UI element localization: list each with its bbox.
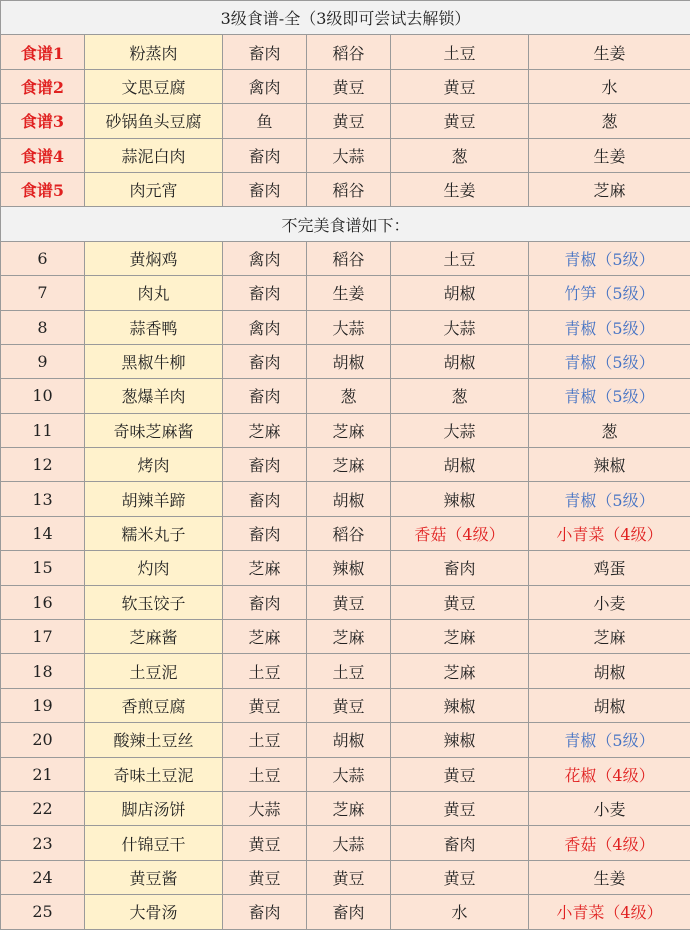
ingredient-3: 黄豆: [391, 757, 529, 791]
ingredient-1: 畜肉: [223, 35, 307, 69]
ingredient-4: 青椒（5级）: [529, 310, 690, 344]
ingredient-4: 芝麻: [529, 620, 690, 654]
table-row: [1, 344, 690, 378]
ingredient-4: 青椒（5级）: [529, 482, 690, 516]
ingredient-3: 辣椒: [391, 723, 529, 757]
ingredient-2: 黄豆: [307, 688, 391, 722]
table-row: [1, 860, 690, 894]
ingredient-1: 黄豆: [223, 688, 307, 722]
dish-name: 芝麻酱: [85, 620, 223, 654]
recipe-number: 17: [1, 620, 85, 654]
dish-name: 奇味土豆泥: [85, 757, 223, 791]
table-row: [1, 138, 690, 172]
ingredient-4: 鸡蛋: [529, 551, 690, 585]
ingredient-1: 畜肉: [223, 482, 307, 516]
table-row: [1, 688, 690, 722]
ingredient-3: 水: [391, 895, 529, 929]
ingredient-1: 禽肉: [223, 241, 307, 275]
ingredient-1: 土豆: [223, 757, 307, 791]
table-row: [1, 895, 690, 929]
ingredient-1: 芝麻: [223, 551, 307, 585]
ingredient-2: 生姜: [307, 276, 391, 310]
recipe-number: 6: [1, 241, 85, 275]
dish-name: 土豆泥: [85, 654, 223, 688]
recipe-number: 7: [1, 276, 85, 310]
table-row: [1, 104, 690, 138]
ingredient-3: 胡椒: [391, 276, 529, 310]
ingredient-4: 花椒（4级）: [529, 757, 690, 791]
ingredient-4: 生姜: [529, 860, 690, 894]
recipe-number: 21: [1, 757, 85, 791]
ingredient-3: 土豆: [391, 241, 529, 275]
ingredient-4: 芝麻: [529, 172, 690, 206]
ingredient-4: 辣椒: [529, 448, 690, 482]
table-row: [1, 585, 690, 619]
ingredient-2: 葱: [307, 379, 391, 413]
recipe-number: 23: [1, 826, 85, 860]
ingredient-4: 胡椒: [529, 654, 690, 688]
dish-name: 砂锅鱼头豆腐: [85, 104, 223, 138]
dish-name: 黄豆酱: [85, 860, 223, 894]
ingredient-2: 稻谷: [307, 241, 391, 275]
ingredient-3: 芝麻: [391, 654, 529, 688]
ingredient-2: 胡椒: [307, 344, 391, 378]
ingredient-2: 稻谷: [307, 35, 391, 69]
ingredient-3: 辣椒: [391, 482, 529, 516]
table-row: [1, 826, 690, 860]
dish-name: 什锦豆干: [85, 826, 223, 860]
dish-name: 葱爆羊肉: [85, 379, 223, 413]
table-row: [1, 35, 690, 69]
recipe-number: 食谱4: [1, 138, 85, 172]
dish-name: 香煎豆腐: [85, 688, 223, 722]
ingredient-2: 芝麻: [307, 620, 391, 654]
ingredient-1: 畜肉: [223, 448, 307, 482]
ingredient-3: 黄豆: [391, 791, 529, 825]
table-row: [1, 448, 690, 482]
recipe-number: 食谱2: [1, 69, 85, 103]
ingredient-2: 大蒜: [307, 826, 391, 860]
dish-name: 奇味芝麻酱: [85, 413, 223, 447]
recipe-number: 15: [1, 551, 85, 585]
ingredient-1: 禽肉: [223, 310, 307, 344]
dish-name: 蒜香鸭: [85, 310, 223, 344]
ingredient-1: 土豆: [223, 723, 307, 757]
dish-name: 大骨汤: [85, 895, 223, 929]
ingredient-1: 畜肉: [223, 516, 307, 550]
ingredient-4: 生姜: [529, 35, 690, 69]
ingredient-2: 稻谷: [307, 172, 391, 206]
recipe-number: 20: [1, 723, 85, 757]
ingredient-3: 黄豆: [391, 860, 529, 894]
ingredient-3: 葱: [391, 379, 529, 413]
ingredient-4: 小麦: [529, 585, 690, 619]
ingredient-3: 畜肉: [391, 551, 529, 585]
ingredient-2: 畜肉: [307, 895, 391, 929]
ingredient-3: 黄豆: [391, 69, 529, 103]
ingredient-4: 小青菜（4级）: [529, 895, 690, 929]
table-row: [1, 413, 690, 447]
recipe-number: 10: [1, 379, 85, 413]
table-row: [1, 654, 690, 688]
recipe-number: 14: [1, 516, 85, 550]
ingredient-2: 大蒜: [307, 138, 391, 172]
ingredient-3: 畜肉: [391, 826, 529, 860]
ingredient-2: 大蒜: [307, 310, 391, 344]
dish-name: 软玉饺子: [85, 585, 223, 619]
ingredient-3: 黄豆: [391, 585, 529, 619]
ingredient-3: 大蒜: [391, 310, 529, 344]
dish-name: 胡辣羊蹄: [85, 482, 223, 516]
ingredient-4: 葱: [529, 104, 690, 138]
ingredient-1: 黄豆: [223, 826, 307, 860]
ingredient-4: 香菇（4级）: [529, 826, 690, 860]
ingredient-3: 大蒜: [391, 413, 529, 447]
table-row: [1, 172, 690, 206]
ingredient-1: 畜肉: [223, 276, 307, 310]
ingredient-2: 稻谷: [307, 516, 391, 550]
ingredient-4: 青椒（5级）: [529, 241, 690, 275]
dish-name: 肉丸: [85, 276, 223, 310]
ingredient-2: 黄豆: [307, 69, 391, 103]
ingredient-3: 黄豆: [391, 104, 529, 138]
table-row: [1, 310, 690, 344]
ingredient-3: 辣椒: [391, 688, 529, 722]
table-row: [1, 723, 690, 757]
recipe-number: 24: [1, 860, 85, 894]
ingredient-3: 香菇（4级）: [391, 516, 529, 550]
dish-name: 粉蒸肉: [85, 35, 223, 69]
ingredient-4: 青椒（5级）: [529, 344, 690, 378]
recipe-number: 11: [1, 413, 85, 447]
section-subtitle: 不完美食谱如下：: [1, 207, 690, 241]
ingredient-2: 黄豆: [307, 585, 391, 619]
ingredient-1: 芝麻: [223, 620, 307, 654]
dish-name: 文思豆腐: [85, 69, 223, 103]
table-row: [1, 69, 690, 103]
recipe-number: 16: [1, 585, 85, 619]
ingredient-1: 鱼: [223, 104, 307, 138]
ingredient-1: 黄豆: [223, 860, 307, 894]
recipe-number: 8: [1, 310, 85, 344]
ingredient-1: 禽肉: [223, 69, 307, 103]
dish-name: 脚店汤饼: [85, 791, 223, 825]
table-title: 3级食谱-全（3级即可尝试去解锁）: [1, 1, 690, 35]
ingredient-4: 青椒（5级）: [529, 379, 690, 413]
recipe-number: 18: [1, 654, 85, 688]
ingredient-1: 畜肉: [223, 379, 307, 413]
subtitle-row: [1, 207, 690, 241]
dish-name: 酸辣土豆丝: [85, 723, 223, 757]
table-row: [1, 241, 690, 275]
ingredient-2: 胡椒: [307, 482, 391, 516]
ingredient-4: 小青菜（4级）: [529, 516, 690, 550]
ingredient-1: 土豆: [223, 654, 307, 688]
ingredient-2: 大蒜: [307, 757, 391, 791]
ingredient-2: 辣椒: [307, 551, 391, 585]
recipe-number: 19: [1, 688, 85, 722]
ingredient-1: 畜肉: [223, 895, 307, 929]
ingredient-1: 畜肉: [223, 585, 307, 619]
recipe-number: 22: [1, 791, 85, 825]
ingredient-2: 黄豆: [307, 860, 391, 894]
table-row: [1, 757, 690, 791]
dish-name: 糯米丸子: [85, 516, 223, 550]
recipe-number: 13: [1, 482, 85, 516]
ingredient-1: 大蒜: [223, 791, 307, 825]
ingredient-4: 生姜: [529, 138, 690, 172]
ingredient-1: 畜肉: [223, 172, 307, 206]
dish-name: 灼肉: [85, 551, 223, 585]
ingredient-4: 胡椒: [529, 688, 690, 722]
ingredient-3: 土豆: [391, 35, 529, 69]
ingredient-4: 葱: [529, 413, 690, 447]
dish-name: 蒜泥白肉: [85, 138, 223, 172]
ingredient-2: 黄豆: [307, 104, 391, 138]
dish-name: 黄焖鸡: [85, 241, 223, 275]
recipe-number: 25: [1, 895, 85, 929]
table-row: [1, 276, 690, 310]
ingredient-2: 芝麻: [307, 448, 391, 482]
recipe-number: 食谱1: [1, 35, 85, 69]
table-row: [1, 791, 690, 825]
recipe-number: 12: [1, 448, 85, 482]
ingredient-4: 水: [529, 69, 690, 103]
ingredient-3: 芝麻: [391, 620, 529, 654]
ingredient-4: 竹笋（5级）: [529, 276, 690, 310]
ingredient-3: 胡椒: [391, 344, 529, 378]
table-row: [1, 379, 690, 413]
table-row: [1, 620, 690, 654]
ingredient-1: 畜肉: [223, 138, 307, 172]
table-row: [1, 551, 690, 585]
recipe-number: 9: [1, 344, 85, 378]
table-row: [1, 516, 690, 550]
ingredient-2: 胡椒: [307, 723, 391, 757]
ingredient-1: 芝麻: [223, 413, 307, 447]
ingredient-3: 胡椒: [391, 448, 529, 482]
ingredient-4: 小麦: [529, 791, 690, 825]
ingredient-3: 葱: [391, 138, 529, 172]
table-row: [1, 482, 690, 516]
ingredient-4: 青椒（5级）: [529, 723, 690, 757]
ingredient-2: 芝麻: [307, 413, 391, 447]
recipe-number: 食谱5: [1, 172, 85, 206]
ingredient-1: 畜肉: [223, 344, 307, 378]
title-row: [1, 1, 690, 35]
ingredient-2: 芝麻: [307, 791, 391, 825]
ingredient-2: 土豆: [307, 654, 391, 688]
dish-name: 黑椒牛柳: [85, 344, 223, 378]
dish-name: 肉元宵: [85, 172, 223, 206]
recipe-number: 食谱3: [1, 104, 85, 138]
dish-name: 烤肉: [85, 448, 223, 482]
ingredient-3: 生姜: [391, 172, 529, 206]
